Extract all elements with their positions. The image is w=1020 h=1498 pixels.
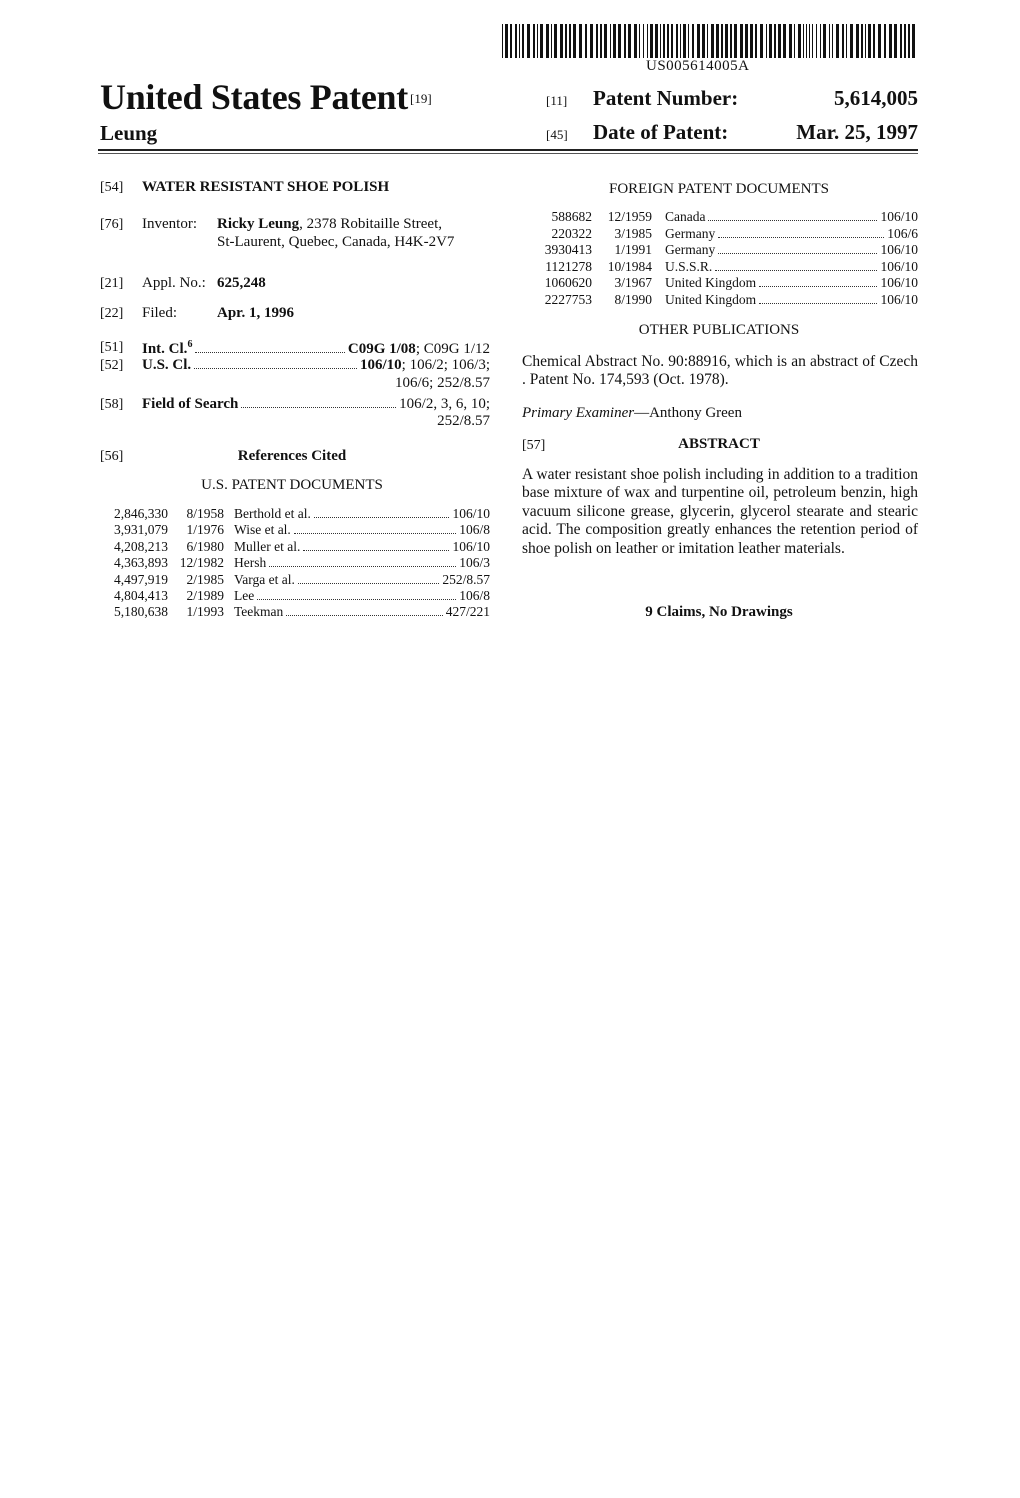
doc-date: 2/1989 [186,588,224,604]
doc-class: 106/10 [880,209,918,224]
us-docs-list [98,506,490,621]
doc-class: 106/10 [880,258,918,274]
foreign-doc-row [520,226,918,243]
inventor-label: Inventor: [142,216,197,232]
patent-date: Mar. 25, 1997 [796,120,918,144]
foreign-docs-heading: FOREIGN PATENT DOCUMENTS [608,181,830,197]
foreign-doc-row [520,259,918,276]
us-doc-row [98,506,490,522]
doc-number: 4,363,893 [114,555,168,571]
doc-name: Hersh [234,555,267,571]
examiner-label: Primary Examiner [522,405,635,421]
field-search-line [142,396,490,413]
doc-date: 12/1959 [607,209,652,224]
doc-date: 1/1976 [186,522,224,538]
patent-number-label: Patent Number: [593,86,739,110]
doc-name: Canada [665,209,706,224]
doc-number: 3930413 [544,242,592,258]
doc-class: 106/3 [459,555,490,571]
header-rule-thin [98,153,918,154]
doc-number: 1060620 [544,275,592,291]
uscl-field-code: [52] [100,358,124,373]
other-publications-heading: OTHER PUBLICATIONS [638,322,800,338]
barcode-number: US005614005A [646,58,750,74]
doc-number: 2,846,330 [114,506,168,521]
us-doc-row [98,572,490,588]
doc-name: Muller et al. [234,538,301,554]
doc-number: 4,804,413 [114,588,168,604]
doc-date: 2/1985 [186,571,224,587]
appl-field-code: [21] [100,276,124,291]
filed-field-code: [22] [100,306,124,321]
foreign-docs-list [520,209,918,309]
int-cl-line [142,339,490,358]
doc-number: 2227753 [544,291,592,307]
doc-name: Germany [665,242,716,258]
field-search-line-2: 252/8.57 [437,413,490,429]
doc-number: 220322 [551,225,592,241]
inventor-address-1: , 2378 Robitaille Street, [299,216,443,232]
refs-field-code: [56] [100,449,124,464]
references-cited-heading: References Cited [237,448,347,464]
field-search-value: 106/2, 3, 6, 10; [399,396,490,412]
doc-number: 1121278 [545,258,592,274]
doc-class: 106/8 [459,522,490,538]
doc-date: 1/1991 [614,242,652,258]
patent-title-heading: United States Patent [100,77,408,117]
doc-date: 8/1958 [186,506,224,521]
doc-class: 252/8.57 [442,571,490,587]
doc-number: 588682 [551,209,592,224]
doc-class: 106/10 [452,538,490,554]
title-field-code: [54] [100,180,124,195]
doc-name: Teekman [234,604,284,620]
doc-class: 106/6 [887,225,918,241]
us-docs-heading: U.S. PATENT DOCUMENTS [201,477,383,493]
int-cl-label: Int. Cl.$^6$ [142,339,193,357]
header-rule [98,149,918,151]
doc-date: 3/1985 [614,225,652,241]
primary-examiner-line [522,405,742,422]
us-doc-row [98,522,490,538]
filed-date: Apr. 1, 1996 [217,305,294,321]
doc-class: 427/221 [445,604,490,620]
appl-number: 625,248 [217,275,266,291]
abstract-heading: ABSTRACT [678,436,760,452]
doc-name: United Kingdom [665,291,757,307]
doc-class: 106/10 [452,506,490,521]
us-cl-secondary: ; 106/2; 106/3; [401,357,490,373]
doc-class: 106/8 [459,588,490,604]
doc-name: U.S.S.R. [665,258,713,274]
inventor-surname: Leung [100,121,158,145]
date-code: [45] [546,127,568,142]
us-cl-primary: 106/10 [359,357,402,373]
examiner-name: —Anthony Green [634,405,742,421]
patent-number-code: [11] [546,93,568,108]
barcode [502,24,916,58]
abstract-field-code: [57] [522,438,546,453]
doc-class: 106/10 [880,242,918,258]
inventor-name: Ricky Leung [217,216,300,232]
doc-date: 6/1980 [186,538,224,554]
us-cl-line [142,357,490,374]
invention-title: WATER RESISTANT SHOE POLISH [142,179,390,195]
us-doc-row [98,588,490,604]
doc-date: 1/1993 [186,604,224,620]
doc-name: Lee [234,588,255,604]
us-doc-row [98,604,490,620]
doc-name: Wise et al. [234,522,291,538]
foreign-doc-row [520,275,918,292]
doc-number: 3,931,079 [114,522,168,538]
field-search-label: Field of Search [142,396,239,412]
us-cl-label: U.S. Cl. [142,357,192,373]
int-cl-secondary: ; C09G 1/12 [415,341,490,357]
abstract-text: A water resistant shoe polish including in addition to a tradition base mixture of wax and turpentine oil, petroleum benzin, high vacuum silicone grease, glycerin, glycerol stearate and stearic acid. The composition greatly enhances the retention period of shoe polish on leather or imitation leather materials. [522,466,918,557]
doc-name: Germany [665,225,716,241]
field-search-code: [58] [100,397,124,412]
doc-class: 106/10 [880,291,918,307]
date-label: Date of Patent: [593,120,729,144]
doc-date: 8/1990 [614,291,652,307]
us-doc-row [98,539,490,555]
doc-date: 10/1984 [607,258,652,274]
doc-name: Varga et al. [234,571,295,587]
int-cl-primary: C09G 1/08 [347,341,416,357]
us-cl-line-2: 106/6; 252/8.57 [394,375,490,391]
doc-number: 4,497,919 [114,571,168,587]
foreign-doc-row [520,292,918,309]
filed-label: Filed: [142,305,178,321]
inventor-field-code: [76] [100,217,124,232]
doc-date: 12/1982 [179,555,224,571]
doc-class: 106/10 [880,275,918,291]
doc-name: United Kingdom [665,275,757,291]
patent-number: 5,614,005 [834,86,918,110]
claims-summary: 9 Claims, No Drawings [645,604,793,620]
title-code: [19] [410,91,432,106]
appl-label: Appl. No.: [142,275,206,291]
intcl-field-code: [51] [100,340,124,355]
inventor-address-2: St-Laurent, Quebec, Canada, H4K-2V7 [217,234,455,250]
other-publication-text: Chemical Abstract No. 90:88916, which is an abstract of Czech . Patent No. 174,593 (Oct. 1978). [522,353,918,389]
doc-number: 4,208,213 [114,538,168,554]
inventor-line-1 [217,216,442,233]
us-doc-row [98,555,490,571]
foreign-doc-row [520,242,918,259]
doc-date: 3/1967 [614,275,652,291]
foreign-doc-row [520,209,918,226]
doc-number: 5,180,638 [114,604,168,620]
doc-name: Berthold et al. [234,506,311,521]
